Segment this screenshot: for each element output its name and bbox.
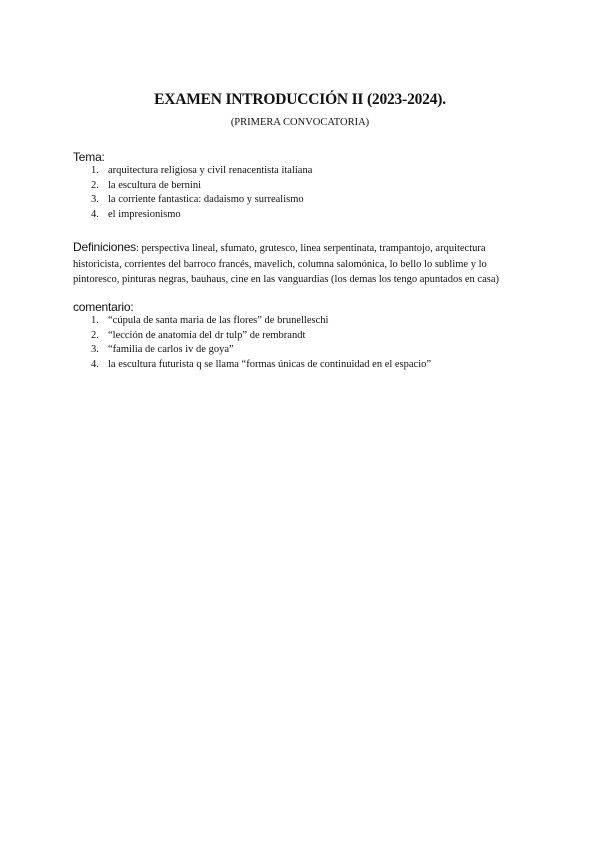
list-item	[73, 208, 533, 223]
list-text: la corriente fantastica: dadaismo y surrealismo	[108, 194, 304, 205]
definiciones-paragraph	[73, 240, 533, 288]
list-text: arquitectura religiosa y civil renacentista italiana	[108, 165, 313, 176]
list-item	[73, 164, 533, 179]
list-item	[73, 314, 533, 329]
list-text: la escultura futurista q se llama “formas únicas de continuidad en el espacio”	[108, 358, 432, 370]
list-number: 1.	[91, 165, 99, 176]
definiciones-text: : perspectiva lineal, sfumato, grutesco, linea serpentinata, trampantojo, arquitectura historicista, corrientes del barroco francés, mavelich, columna salomónica, lo bello lo sublime y lo pintoresco, pinturas negras, bauhaus, cine en las vanguardias (los demas los tengo apuntados en casa)	[73, 243, 499, 285]
list-number: 3.	[91, 194, 99, 205]
comentario-heading: comentario:	[73, 300, 134, 314]
list-number: 2.	[91, 329, 99, 341]
list-item	[73, 343, 533, 358]
list-number: 4.	[91, 208, 99, 220]
list-item	[73, 179, 533, 194]
list-item	[73, 329, 533, 344]
list-text: el impresionismo	[108, 208, 181, 220]
list-text: “cúpula de santa maria de las flores” de brunelleschi	[108, 315, 329, 326]
exam-title: EXAMEN INTRODUCCIÓN II (2023-2024).	[154, 91, 446, 108]
list-number: 2.	[91, 179, 99, 191]
list-text: “lección de anatomía del dr tulp” de rembrandt	[108, 329, 306, 341]
list-text: “familia de carlos iv de goya”	[108, 344, 234, 355]
list-number: 4.	[91, 358, 99, 370]
definiciones-heading: Definiciones	[73, 240, 136, 254]
tema-heading: Tema:	[73, 150, 105, 164]
exam-subtitle: (PRIMERA CONVOCATORIA)	[230, 117, 370, 128]
list-number: 1.	[91, 315, 99, 326]
tema-section	[73, 150, 533, 222]
list-number: 3.	[91, 344, 99, 355]
comentario-section	[73, 300, 533, 372]
list-text: la escultura de bernini	[108, 179, 202, 191]
tema-list	[73, 164, 533, 222]
list-item	[73, 358, 533, 373]
comentario-list	[73, 314, 533, 372]
list-item	[73, 193, 533, 208]
